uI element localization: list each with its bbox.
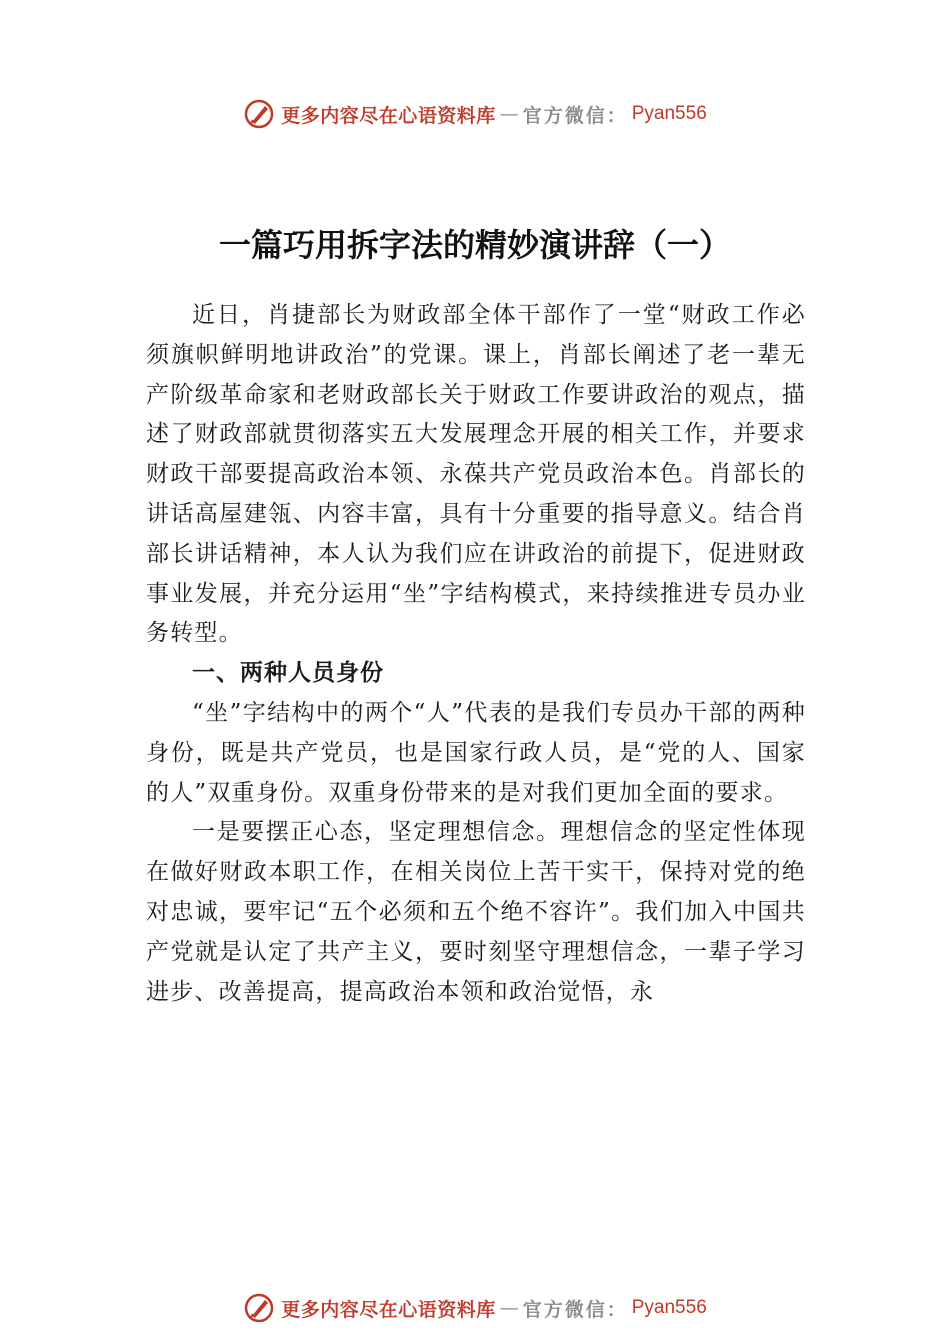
document-title: 一篇巧用拆字法的精妙演讲辞（一）: [218, 226, 731, 264]
quill-pen-logo-icon: [243, 98, 275, 130]
banner-wechat-id: Pyan556: [631, 103, 707, 124]
banner-wechat-label: 官方微信：: [522, 1298, 628, 1321]
banner-separator: —: [499, 103, 519, 125]
quill-pen-logo-icon: [243, 1292, 275, 1324]
body-paragraph: “坐”字结构中的两个“人”代表的是我们专员办干部的两种身份，既是共产党员，也是国家行政人员，是“党的人、国家的人”双重身份。双重身份带来的是对我们更加全面的要求。: [146, 699, 806, 806]
banner-main-text: 更多内容尽在心语资料库: [281, 1298, 496, 1321]
header-banner: [0, 92, 950, 136]
section-heading: 一、两种人员身份: [192, 660, 384, 687]
intro-paragraph: 近日，肖捷部长为财政部全体干部作了一堂“财政工作必须旗帜鲜明地讲政治”的党课。课上，肖部长阐述了老一辈无产阶级革命家和老财政部长关于财政工作要讲政治的观点，描述了财政部就贯彻落实五大发展理念开展的相关工作，并要求财政干部要提高政治本领、永葆共产党员政治本色。肖部长的讲话高屋建瓴、内容丰富，具有十分重要的指导意义。结合肖部长讲话精神，本人认为我们应在讲政治的前提下，促进财政事业发展，并充分运用“坐”字结构模式，来持续推进专员办业务转型。: [146, 302, 806, 647]
footer-banner: [0, 1286, 950, 1330]
document-body: [146, 296, 806, 1012]
body-paragraph: 一是要摆正心态，坚定理想信念。理想信念的坚定性体现在做好财政本职工作，在相关岗位上苦干实干，保持对党的绝对忠诚，要牢记“五个必须和五个绝不容许”。我们加入中国共产党就是认定了共产主义，要时刻坚守理想信念，一辈子学习进步、改善提高，提高政治本领和政治觉悟，永: [146, 819, 806, 1005]
banner-separator: —: [499, 1297, 519, 1319]
banner-main-text: 更多内容尽在心语资料库: [281, 104, 496, 127]
banner-wechat-label: 官方微信：: [522, 104, 628, 127]
banner-wechat-id: Pyan556: [631, 1297, 707, 1318]
